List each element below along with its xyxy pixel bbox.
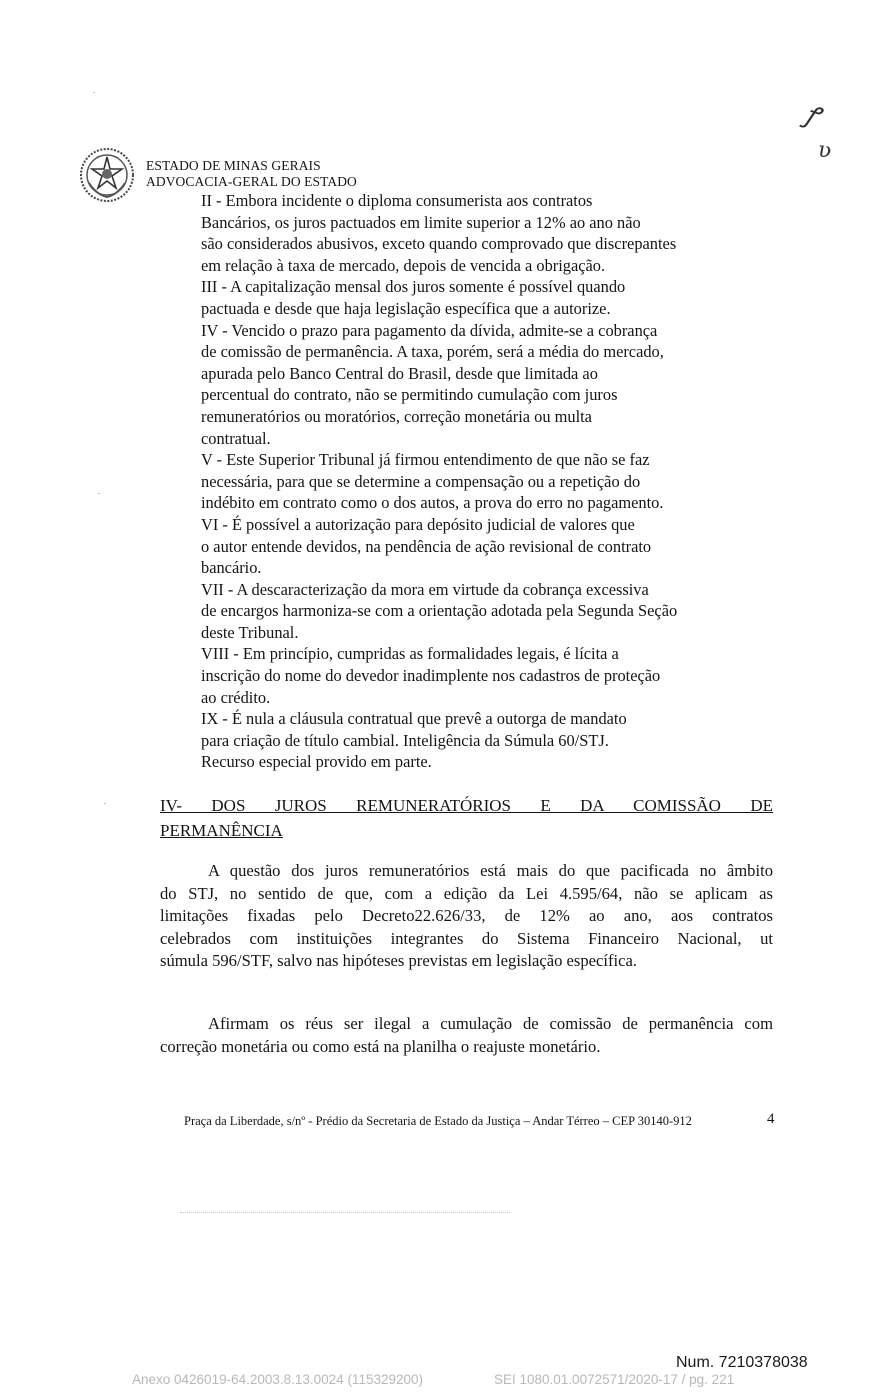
header-agency: ADVOCACIA-GERAL DO ESTADO [146,174,357,189]
paragraph-line: celebrados com instituições integrantes do Sistema Financeiro Nacional, ut [160,928,773,948]
section-heading-line-2: PERMANÊNCIA [160,821,283,840]
ementa-line: de encargos harmoniza-se com a orientação adotada pela Segunda Seção [201,601,678,621]
header-institution [146,158,357,190]
ementa-line: V - Este Superior Tribunal já firmou entendimento de que não se faz [201,450,650,470]
paragraph-line: limitações fixadas pelo Decreto22.626/33, de 12% ao ano, aos contratos [160,906,773,925]
ementa-line: IV - Vencido o prazo para pagamento da dívida, admite-se a cobrança [201,320,658,340]
ementa-line: são considerados abusivos, exceto quando comprovado que discrepantes [201,234,677,254]
ementa-line: Recurso especial provido em parte. [201,752,432,772]
header-state: ESTADO DE MINAS GERAIS [146,158,321,173]
scan-speck [104,803,106,804]
ementa-line: VI - É possível a autorização para depósito judicial de valores que [201,514,635,534]
scan-artifact-line [180,1212,510,1213]
ementa-line: necessária, para que se determine a compensação ou a repetição do [201,471,641,491]
ementa-line: VII - A descaracterização da mora em virtude da cobrança excessiva [201,579,649,599]
handwritten-page-mark: ꝭ [800,99,823,133]
document-number-stamp: Num. 7210378038 [676,1354,808,1371]
minas-gerais-coat-of-arms-icon [79,147,135,203]
page-number: 4 [767,1111,775,1127]
ementa-line: bancário. [201,558,262,578]
ementa-line: IX - É nula a cláusula contratual que prevê a outorga de mandato [201,709,627,729]
ementa-line: pactuada e desde que haja legislação específica que a autorize. [201,298,611,318]
ementa-line: VIII - Em princípio, cumpridas as formalidades legais, é lícita a [201,644,619,664]
ementa-line: contratual. [201,428,271,448]
scan-speck [93,92,95,93]
footer-address: Praça da Liberdade, s/nº - Prédio da Secretaria de Estado da Justiça – Andar Térreo – CEP 30140-912 [184,1114,692,1128]
annex-stamp: Anexo 0426019-64.2003.8.13.0024 (115329200) [132,1372,424,1387]
paragraph-juros [160,860,773,973]
section-heading-line-1: IV- DOS JUROS REMUNERATÓRIOS E DA COMISSÃO DE [160,796,773,815]
quoted-ementa [201,190,761,773]
paragraph-line: súmula 596/STF, salvo nas hipóteses previstas em legislação específica. [160,951,638,970]
paragraph-cumulacao [160,1013,773,1058]
ementa-line: percentual do contrato, não se permitindo cumulação com juros [201,385,618,405]
ementa-line: III - A capitalização mensal dos juros somente é possível quando [201,277,626,297]
scan-speck [98,493,100,494]
ementa-line: Bancários, os juros pactuados em limite superior a 12% ao ano não [201,212,641,232]
ementa-line: indébito em contrato como o dos autos, a prova do erro no pagamento. [201,493,664,513]
sei-stamp: SEI 1080.01.0072571/2020-17 / pg. 221 [494,1372,735,1387]
ementa-line: inscrição do nome do devedor inadimplente nos cadastros de proteção [201,666,661,686]
ementa-line: para criação de título cambial. Inteligência da Súmula 60/STJ. [201,730,609,750]
ementa-line: ao crédito. [201,687,271,707]
paragraph-line: A questão dos juros remuneratórios está mais do que pacificada no âmbito [208,861,773,880]
ementa-line: apurada pelo Banco Central do Brasil, desde que limitada ao [201,363,598,383]
paragraph-line: correção monetária ou como está na planilha o reajuste monetário. [160,1036,601,1056]
ementa-line: de comissão de permanência. A taxa, porém, será a média do mercado, [201,342,664,362]
ementa-line: em relação à taxa de mercado, depois de vencida a obrigação. [201,255,606,275]
ementa-line: o autor entende devidos, na pendência de ação revisional de contrato [201,536,652,556]
handwritten-initial: ʋ [818,138,832,163]
paragraph-line: do STJ, no sentido de que, com a edição da Lei 4.595/64, não se aplicam as [160,883,773,903]
section-heading [160,793,773,843]
paragraph-line: Afirmam os réus ser ilegal a cumulação de comissão de permanência com [208,1014,773,1033]
ementa-line: remuneratórios ou moratórios, correção monetária ou multa [201,406,592,426]
ementa-line: II - Embora incidente o diploma consumerista aos contratos [201,191,593,210]
ementa-line: deste Tribunal. [201,622,299,642]
